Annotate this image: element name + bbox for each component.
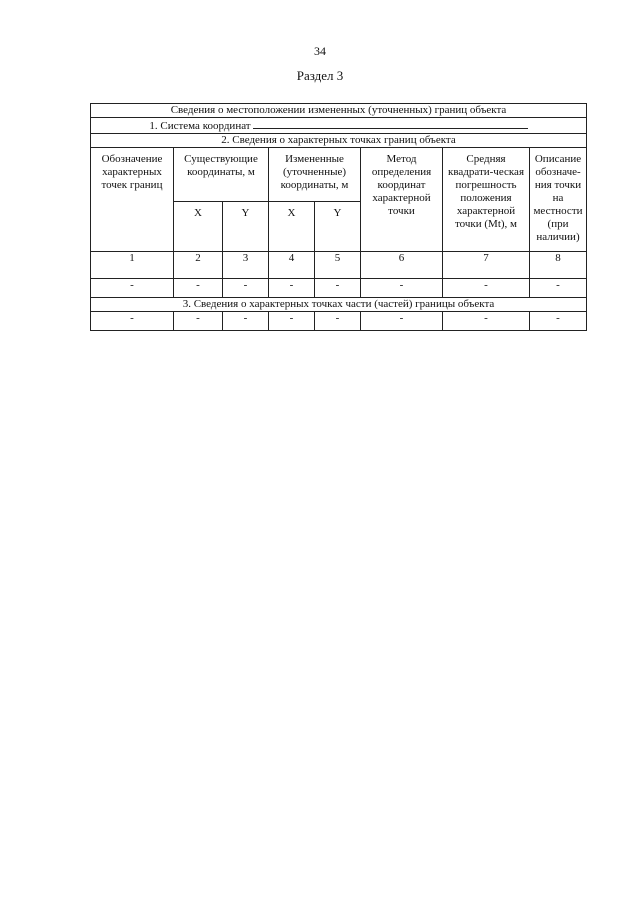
table-cell: -	[530, 279, 587, 298]
subheader-existing-y: Y	[223, 202, 269, 252]
table-cell: -	[315, 312, 361, 331]
column-number-4: 4	[269, 252, 315, 279]
table-cell: -	[443, 312, 530, 331]
header-changed-coords: Измененные (уточненные) координаты, м	[269, 148, 361, 202]
coord-system-row	[91, 118, 587, 134]
table-cell: -	[269, 279, 315, 298]
page-number: 34	[314, 44, 326, 58]
table-cell: -	[315, 279, 361, 298]
coord-system-cell	[91, 118, 587, 134]
header-row	[91, 148, 587, 202]
subheader-changed-y: Y	[315, 202, 361, 252]
table-cell: -	[174, 279, 223, 298]
subheader-changed-x: X	[269, 202, 315, 252]
header-description: Описание обозначе-ния точки на местности (при наличии)	[530, 148, 587, 252]
table-cell: -	[223, 279, 269, 298]
parts-section-label: 3. Сведения о характерных точках части (частей) границы объекта	[91, 298, 587, 312]
header-existing-coords: Существующие координаты, м	[174, 148, 269, 202]
column-number-3: 3	[223, 252, 269, 279]
coord-system-label: 1. Система координат	[149, 120, 251, 132]
column-number-2: 2	[174, 252, 223, 279]
points-section-row	[91, 134, 587, 148]
subheader-existing-x: X	[174, 202, 223, 252]
column-number-7: 7	[443, 252, 530, 279]
table-title-row	[91, 104, 587, 118]
table-cell: -	[91, 279, 174, 298]
table-cell: -	[361, 312, 443, 331]
table-cell: -	[174, 312, 223, 331]
header-designation: Обозначение характерных точек границ	[91, 148, 174, 252]
table-cell: -	[443, 279, 530, 298]
table-cell: -	[223, 312, 269, 331]
header-rms-error: Средняя квадрати-ческая погрешность положения характерной точки (Mt), м	[443, 148, 530, 252]
column-number-8: 8	[530, 252, 587, 279]
table-row	[91, 279, 587, 298]
column-number-row	[91, 252, 587, 279]
header-method: Метод определения координат характерной точки	[361, 148, 443, 252]
parts-section-row	[91, 298, 587, 312]
table-cell: -	[269, 312, 315, 331]
coord-system-blank-line	[253, 118, 528, 129]
table-cell: -	[91, 312, 174, 331]
table-cell: -	[530, 312, 587, 331]
boundary-points-table	[90, 103, 587, 331]
column-number-6: 6	[361, 252, 443, 279]
section-title: Раздел 3	[296, 68, 344, 83]
column-number-5: 5	[315, 252, 361, 279]
table-title: Сведения о местоположении измененных (уточненных) границ объекта	[91, 104, 587, 118]
table-row	[91, 312, 587, 331]
column-number-1: 1	[91, 252, 174, 279]
points-section-label: 2. Сведения о характерных точках границ объекта	[91, 134, 587, 148]
table-cell: -	[361, 279, 443, 298]
